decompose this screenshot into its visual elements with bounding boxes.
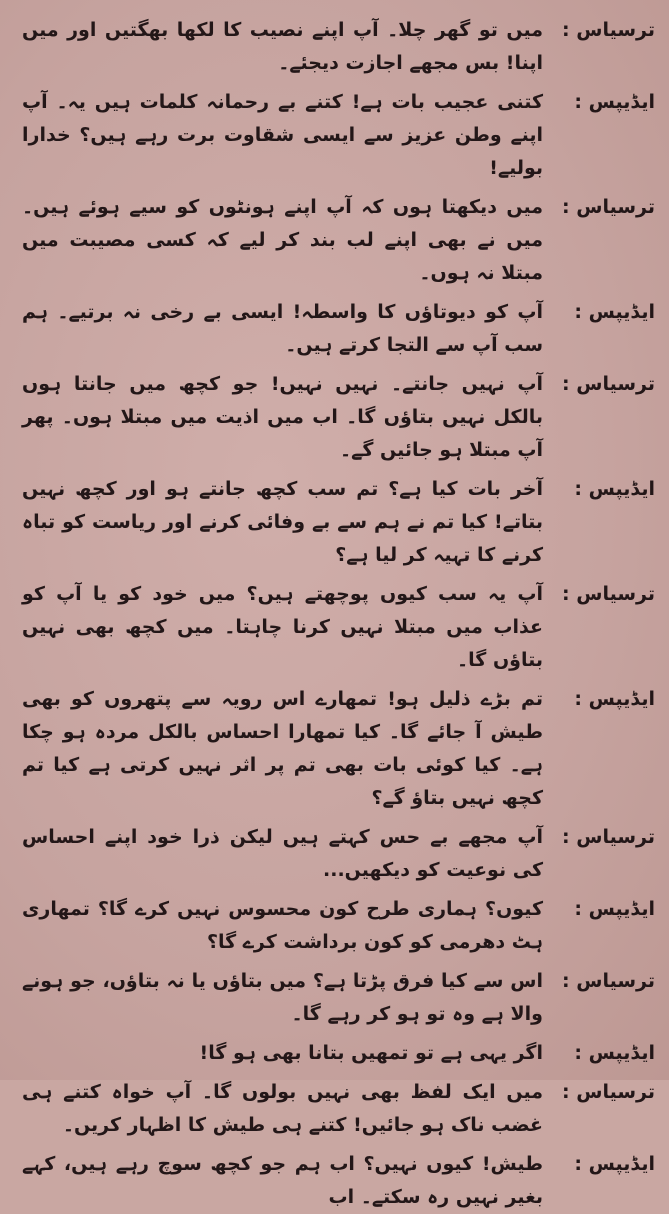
- speaker-name: ایڈیپس :: [574, 478, 655, 500]
- speaker-name: ترسیاس :: [562, 1081, 655, 1103]
- dialogue-entry: [22, 683, 655, 815]
- dialogue-entry: [22, 368, 655, 467]
- speaker-name: ترسیاس :: [562, 826, 655, 848]
- dialogue-entry: [22, 191, 655, 290]
- dialogue-entry: [22, 1076, 655, 1142]
- dialogue-entry: [22, 14, 655, 80]
- dialogue-entry: [22, 965, 655, 1031]
- speaker-name: ترسیاس :: [562, 583, 655, 605]
- speaker-name: ترسیاس :: [562, 19, 655, 41]
- speech-text: کیوں؟ ہماری طرح کون محسوس نہیں کرے گا؟ تمھاری ہٹ دھرمی کو کون برداشت کرے گا؟: [22, 898, 543, 953]
- dialogue-entry: [22, 821, 655, 887]
- speaker-name: ترسیاس :: [562, 196, 655, 218]
- speech-text: آپ مجھے بے حس کہتے ہیں لیکن ذرا خود اپنے احساس کی نوعیت کو دیکھیں...: [22, 826, 543, 881]
- speech-text: میں تو گھر چلا۔ آپ اپنے نصیب کا لکھا بھگتیں اور میں اپنا! بس مجھے اجازت دیجئے۔: [22, 19, 543, 74]
- speaker-name: ایڈیپس :: [574, 688, 655, 710]
- speech-text: آپ کو دیوتاؤں کا واسطہ! ایسی بے رخی نہ برتیے۔ ہم سب آپ سے التجا کرتے ہیں۔: [22, 301, 543, 356]
- speech-text: آخر بات کیا ہے؟ تم سب کچھ جانتے ہو اور کچھ نہیں بتاتے! کیا تم نے ہم سے بے وفائی کرنے اور ریاست کو تباہ کرنے کا تہیہ کر لیا ہے؟: [22, 478, 543, 566]
- dialogue-entry: [22, 893, 655, 959]
- dialogue-entry: [22, 578, 655, 677]
- dialogue-entry: [22, 86, 655, 185]
- dialogue-entry: [22, 296, 655, 362]
- speaker-name: ترسیاس :: [562, 373, 655, 395]
- speech-text: اگر یہی ہے تو تمھیں بتانا بھی ہو گا!: [199, 1042, 543, 1064]
- speech-text: اس سے کیا فرق پڑتا ہے؟ میں بتاؤں یا نہ بتاؤں، جو ہونے والا ہے وہ تو ہو کر رہے گا۔: [22, 970, 543, 1025]
- speech-text: آپ نہیں جانتے۔ نہیں نہیں! جو کچھ میں جانتا ہوں بالکل نہیں بتاؤں گا۔ اب میں اذیت میں مبتلا ہوں۔ پھر آپ مبتلا ہو جائیں گے۔: [22, 373, 543, 461]
- speech-text: کتنی عجیب بات ہے! کتنے بے رحمانہ کلمات ہیں یہ۔ آپ اپنے وطن عزیز سے ایسی شقاوت برت رہے ہیں؟ خدارا بولیے!: [22, 91, 543, 179]
- speech-text: طیش! کیوں نہیں؟ اب ہم جو کچھ سوچ رہے ہیں، کہے بغیر نہیں رہ سکتے۔ اب: [22, 1153, 543, 1208]
- speaker-name: ایڈیپس :: [574, 301, 655, 323]
- dialogue-entry: [22, 1037, 655, 1070]
- dialogue-entry: [22, 1148, 655, 1214]
- speaker-name: ایڈیپس :: [574, 91, 655, 113]
- speech-text: میں دیکھتا ہوں کہ آپ اپنے ہونٹوں کو سیے ہوئے ہیں۔ میں نے بھی اپنے لب بند کر لیے کہ کسی مصیبت میں مبتلا نہ ہوں۔: [22, 196, 543, 284]
- speech-text: میں ایک لفظ بھی نہیں بولوں گا۔ آپ خواہ کتنے ہی غضب ناک ہو جائیں! کتنے ہی طیش کا اظہار کریں۔: [22, 1081, 543, 1136]
- speaker-name: ایڈیپس :: [574, 898, 655, 920]
- speech-text: آپ یہ سب کیوں پوچھتے ہیں؟ میں خود کو یا آپ کو عذاب میں مبتلا نہیں کرنا چاہتا۔ میں کچھ بھی نہیں بتاؤں گا۔: [22, 583, 543, 671]
- speech-text: تم بڑے ذلیل ہو! تمھارے اس رویہ سے پتھروں کو بھی طیش آ جائے گا۔ کیا تمھارا احساس بالکل مردہ ہو چکا ہے۔ کیا کوئی بات بھی تم پر اثر نہیں کرتی ہے کیا تم کچھ نہیں بتاؤ گے؟: [22, 688, 543, 809]
- speaker-name: ترسیاس :: [562, 970, 655, 992]
- dialogue-entry: [22, 473, 655, 572]
- speaker-name: ایڈیپس :: [574, 1042, 655, 1064]
- speaker-name: ایڈیپس :: [574, 1153, 655, 1175]
